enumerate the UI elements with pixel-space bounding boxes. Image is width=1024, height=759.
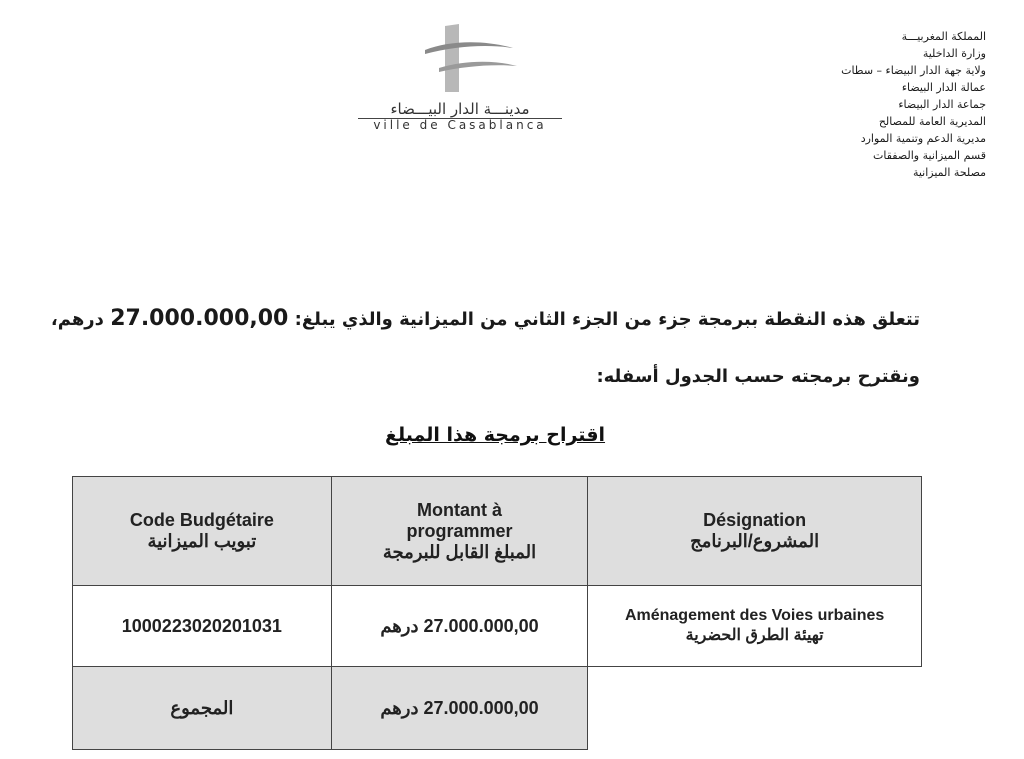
paragraph-text-after: درهم،: [50, 309, 104, 330]
header-designation-ar: المشروع/البرنامج: [690, 531, 820, 551]
header-montant-ar: المبلغ القابل للبرمجة: [382, 541, 537, 562]
paragraph-text-before: تتعلق هذه النقطة ببرمجة جزء من الجزء الثاني من الميزانية والذي يبلغ:: [294, 309, 920, 330]
cell-total-montant: [331, 667, 588, 750]
paragraph-amount: [51, 306, 920, 331]
cell-designation-fr: Aménagement des Voies urbaines: [624, 607, 885, 624]
table-header-row: [73, 477, 922, 586]
logo-arabic-text: مدينـــة الدار البيـــضاء: [390, 100, 530, 118]
header-designation: [588, 477, 922, 586]
total-label: المجموع: [170, 697, 234, 718]
paragraph-amount-value: 27.000.000,00: [110, 306, 289, 331]
cell-total-label: [73, 667, 332, 750]
logo-french-text: ville de Casablanca: [373, 118, 547, 132]
administrative-header: [746, 28, 986, 181]
table-row: [73, 586, 922, 667]
header-designation-fr: Désignation: [703, 510, 807, 530]
paragraph-proposal: ونقترح برمجته حسب الجدول أسفله:: [596, 366, 920, 387]
table-title: اقتراح برمجة هذا المبلغ: [384, 424, 606, 446]
header-line: مصلحة الميزانية: [912, 166, 986, 179]
header-line: المديرية العامة للمصالح: [878, 115, 986, 128]
total-montant-value: 27.000.000,00 درهم: [380, 697, 539, 718]
header-code: [73, 477, 332, 586]
header-montant: [331, 477, 588, 586]
logo-emblem-icon: [395, 22, 525, 94]
table-total-row: [73, 667, 922, 750]
cell-montant: [331, 586, 588, 667]
header-line: ولاية جهة الدار البيضاء – سطات: [841, 64, 986, 77]
header-code-ar: تبويب الميزانية: [147, 531, 257, 551]
header-line: وزارة الداخلية: [922, 47, 986, 60]
cell-montant-value: 27.000.000,00 درهم: [380, 615, 539, 636]
cell-designation-ar: تهيئة الطرق الحضرية: [685, 627, 824, 644]
header-line: مديرية الدعم وتنمية الموارد: [860, 132, 986, 145]
header-line: قسم الميزانية والصفقات: [873, 149, 986, 162]
header-line: عمالة الدار البيضاء: [901, 81, 986, 94]
cell-code: 1000223020201031: [73, 586, 332, 667]
header-line: جماعة الدار البيضاء: [898, 98, 986, 111]
casablanca-logo: [350, 22, 570, 132]
header-montant-fr: Montant à programmer: [406, 499, 513, 541]
header-code-fr: Code Budgétaire: [129, 510, 274, 530]
budget-table: [72, 476, 922, 750]
header-line: المملكة المغربيـــة: [901, 30, 986, 43]
cell-total-empty: [588, 667, 922, 750]
cell-designation: [588, 586, 922, 667]
